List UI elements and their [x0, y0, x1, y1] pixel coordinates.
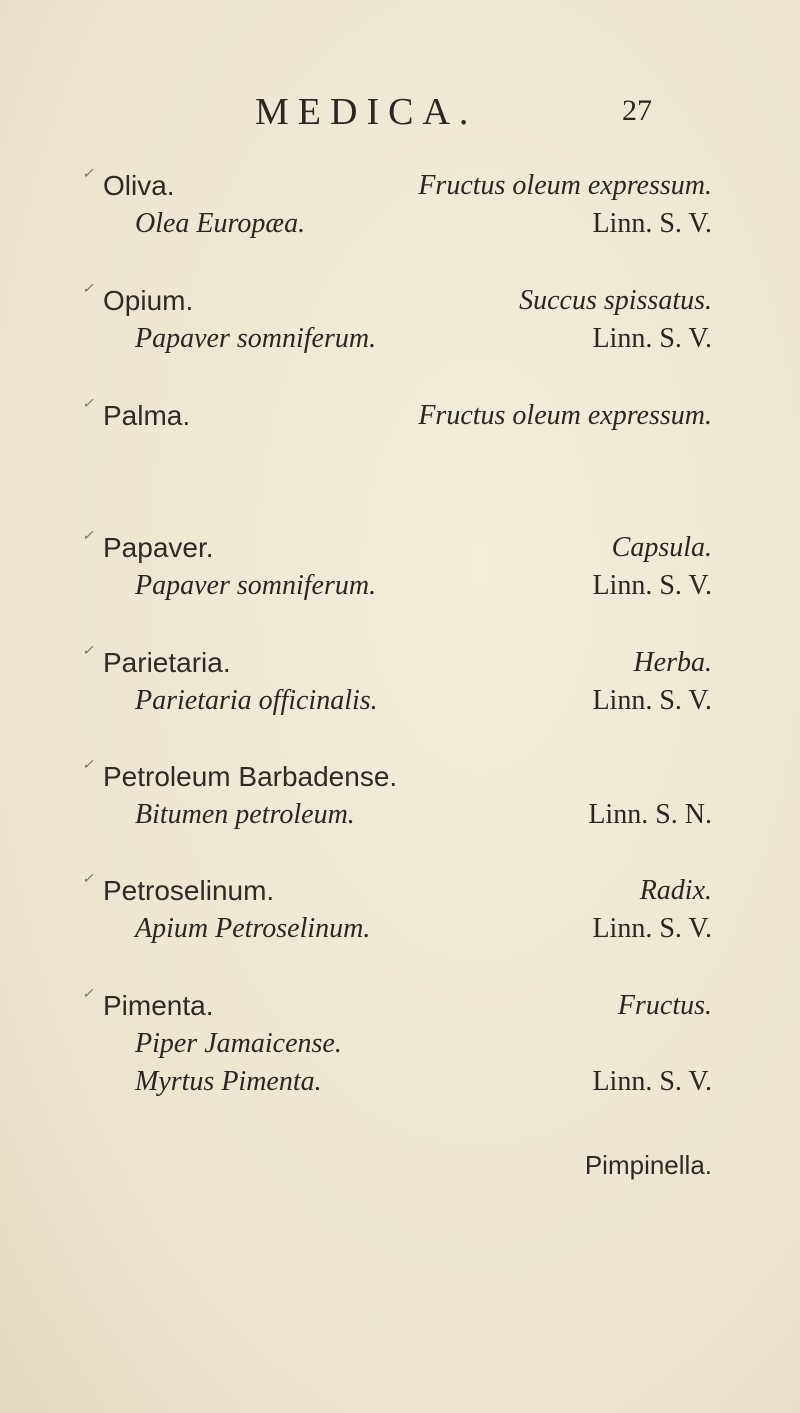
tick-mark: ✓ — [82, 165, 94, 181]
binomial-name: Olea Europæa. — [135, 208, 306, 239]
page-number: 27 — [622, 94, 652, 127]
linnaeus-reference: Linn. S. V. — [592, 913, 712, 944]
linnaeus-reference: Linn. S. V. — [592, 323, 712, 354]
binomial-name: Apium Petroselinum. — [135, 913, 371, 944]
linnaeus-reference: Linn. S. V. — [592, 570, 712, 601]
drug-name: Papaver. — [103, 532, 214, 563]
drug-name: Petroselinum. — [103, 875, 275, 906]
tick-mark: ✓ — [82, 870, 94, 886]
page-header — [0, 90, 800, 140]
part-used: Fructus oleum expressum. — [418, 400, 712, 431]
tick-mark: ✓ — [82, 985, 94, 1001]
catchword: Pimpinella. — [584, 1150, 712, 1180]
linnaeus-reference: Linn. S. N. — [588, 799, 712, 830]
drug-name: Oliva. — [103, 170, 175, 201]
tick-mark: ✓ — [82, 642, 94, 658]
part-used: Fructus. — [617, 990, 712, 1021]
part-used: Herba. — [633, 647, 712, 678]
binomial-name: Bitumen petroleum. — [135, 799, 355, 830]
drug-name: Petroleum Barbadense. — [103, 761, 398, 792]
tick-mark: ✓ — [82, 756, 94, 772]
drug-name: Pimenta. — [103, 990, 214, 1021]
linnaeus-reference: Linn. S. V. — [592, 208, 712, 239]
binomial-name-synonym: Myrtus Pimenta. — [135, 1066, 322, 1097]
part-used: Fructus oleum expressum. — [418, 170, 712, 201]
part-used: Radix. — [639, 875, 712, 906]
binomial-name: Parietaria officinalis. — [135, 685, 378, 716]
binomial-name: Papaver somniferum. — [135, 323, 377, 354]
linnaeus-reference: Linn. S. V. — [592, 685, 712, 716]
running-head: MEDICA. — [255, 91, 478, 133]
part-used: Succus spissatus. — [519, 285, 712, 316]
drug-name: Opium. — [103, 285, 194, 316]
tick-mark: ✓ — [82, 527, 94, 543]
drug-name: Parietaria. — [103, 647, 231, 678]
tick-mark: ✓ — [82, 395, 94, 411]
drug-name: Palma. — [103, 400, 191, 431]
part-used: Capsula. — [611, 532, 712, 563]
linnaeus-reference: Linn. S. V. — [592, 1066, 712, 1097]
tick-mark: ✓ — [82, 280, 94, 296]
binomial-name: Piper Jamaicense. — [135, 1028, 342, 1059]
binomial-name: Papaver somniferum. — [135, 570, 377, 601]
